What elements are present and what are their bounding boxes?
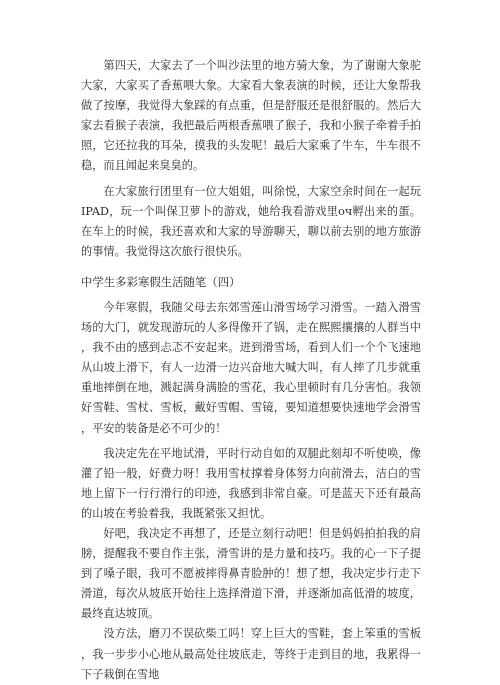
paragraph-decision: 好吧，我决定不再想了，还是立刻行动吧！但是妈妈拍拍我的肩膀，提醒我不要自作主张，滑雪讲的是力量和技巧。我的心一下子提到了嗓子眼，我可不愿被摔得鼻青脸肿的！想了想，我决定步行走下滑道，每次从坡底开始往上选择滑道下滑，并逐渐加高低滑的坡度，最终直达坡顶。 bbox=[81, 526, 421, 621]
paragraph-ski-resort: 今年寒假，我随父母去东郊雪莲山滑雪场学习滑雪。一踏入滑雪场的大门，就发现游玩的人多得像开了锅，走在熙熙攘攘的人群当中，我不由的感到忐忑不安起来。进到滑雪场，看到人们一个个飞速地从山坡上滑下，有人一边滑一边兴奋地大喊大叫，有人摔了几步就重重地摔倒在地，溅起满身满脸的雪花，我心里顿时有几分害怕。我领好雪鞋、雪杖、雪板，戴好雪帽、雪镜，要知道想要快速地学会滑雪，平安的装备是必不可少的！ bbox=[81, 300, 421, 435]
paragraph-day-four: 第四天，大家去了一个叫沙法里的地方骑大象，为了谢谢大象驼大家，大家买了香蕉喂大象。大家看大象表演的时候，还让大象帮我做了按摩，我觉得大象踩的有点重，但是舒服还是很舒服的。然后大家去看猴子表演，我把最后两根香蕉喂了猴子，我和小猴子牵着手拍照，它还拉我的耳朵，摸我的头发呢！最后大家乘了牛车，牛车很不稳，而且闻起来臭臭的。 bbox=[81, 59, 421, 173]
paragraph-flat-ground-practice: 我决定先在平地试滑，平时行动自如的双腿此刻却不听使唤，像灌了铅一般，好费力呀！我用雪杖撑着身体努力向前滑去，洁白的雪地上留下一行行滑行的印迹，我感到非常自豪。可是蓝天下还有最高的山坡在考验着我，我既紧张又担忧。 bbox=[81, 446, 421, 520]
document-body bbox=[81, 56, 421, 685]
paragraph-tour-group: 在大家旅行团里有一位大姐姐，叫徐悦，大家空余时间在一起玩IPAD，玩一个叫保卫萝卜的游戏，她给我看游戏里оч孵出来的蛋。在车上的时候，我还喜欢和大家的导游聊天，聊以前去别的地方旅游的事情。我觉得这次旅行很快乐。 bbox=[81, 184, 421, 258]
paragraph-walking-down: 没方法，磨刀不误砍柴工吗！穿上巨大的雪鞋，套上笨重的雪板，我一步步小心地从最高处往坡底走，等终于走到目的地，我累得一下子栽倒在雪地 bbox=[81, 627, 421, 681]
section-title: 中学生多彩寒假生活随笔（四） bbox=[81, 274, 241, 289]
